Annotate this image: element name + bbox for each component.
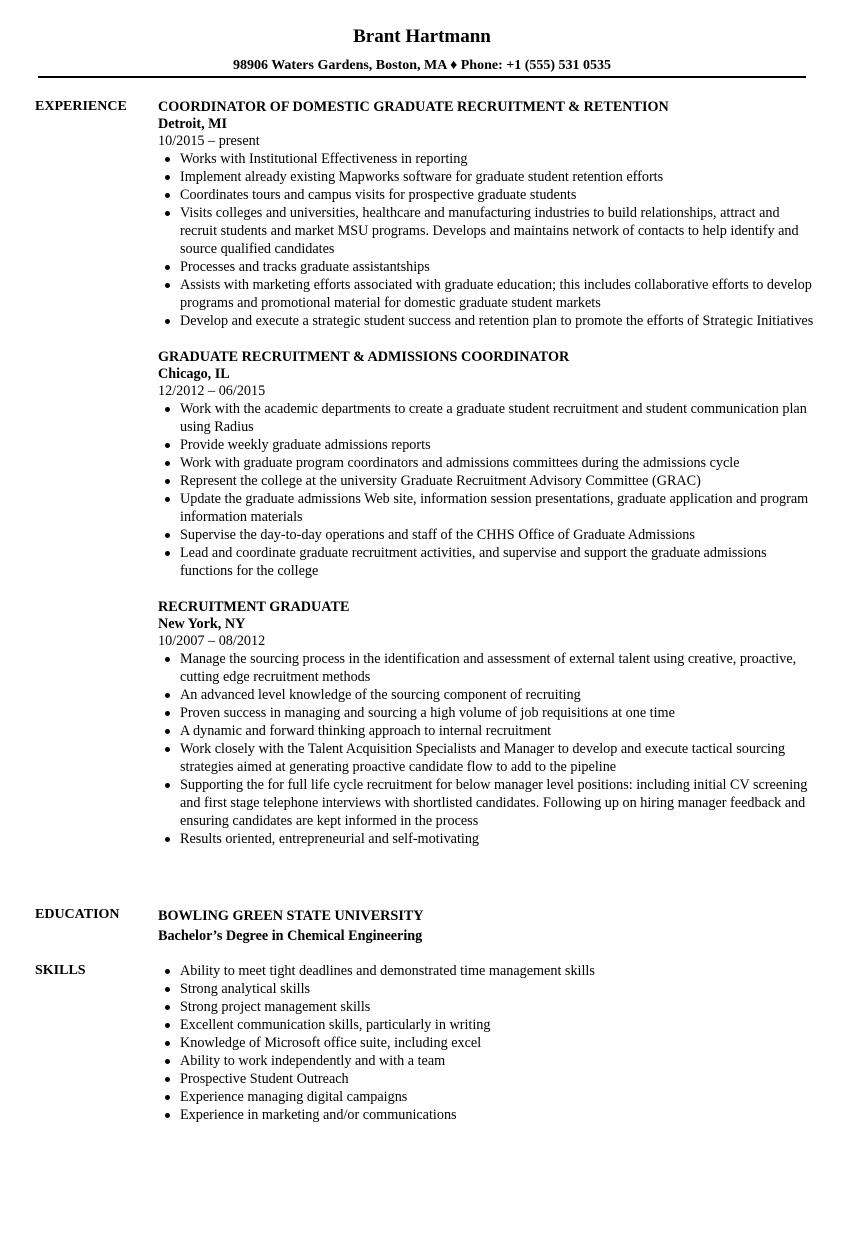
skill-item: Strong project management skills: [180, 998, 818, 1016]
education-body: [158, 906, 818, 946]
skill-item: Prospective Student Outreach: [180, 1070, 818, 1088]
job-title: GRADUATE RECRUITMENT & ADMISSIONS COORDINATOR: [158, 349, 570, 365]
skills-list: [158, 962, 818, 1124]
bullet-item: Lead and coordinate graduate recruitment activities, and supervise and support the graduate admissions functions for the college: [180, 544, 818, 580]
bullet-item: Work closely with the Talent Acquisition Specialists and Manager to develop and execute tactical sourcing strategies aimed at generating proactive candidate flow to add to the pipeline: [180, 740, 818, 776]
skill-item: Ability to work independently and with a team: [180, 1052, 818, 1070]
resume-header: [38, 26, 806, 74]
bullet-item: Update the graduate admissions Web site, information session presentations, graduate application and program information materials: [180, 490, 818, 526]
section-label-experience: EXPERIENCE: [35, 99, 127, 114]
bullet-item: Represent the college at the university Graduate Recruitment Advisory Committee (GRAC): [180, 472, 818, 490]
job-dates: 12/2012 – 06/2015: [158, 383, 266, 399]
job-bullets: [158, 150, 818, 330]
bullet-item: Work with the academic departments to create a graduate student recruitment and student communication plan using Radius: [180, 400, 818, 436]
job-title: COORDINATOR OF DOMESTIC GRADUATE RECRUITMENT & RETENTION: [158, 99, 669, 115]
bullet-item: Develop and execute a strategic student success and retention plan to promote the efforts of Strategic Initiatives: [180, 312, 818, 330]
job-dates: 10/2015 – present: [158, 133, 260, 149]
bullet-item: Manage the sourcing process in the identification and assessment of external talent using creative, proactive, cutting edge recruitment methods: [180, 650, 818, 686]
bullet-item: Supervise the day-to-day operations and staff of the CHHS Office of Graduate Admissions: [180, 526, 818, 544]
section-label-education: EDUCATION: [35, 907, 120, 922]
job-location: New York, NY: [158, 616, 246, 632]
bullet-item: Provide weekly graduate admissions reports: [180, 436, 818, 454]
skill-item: Knowledge of Microsoft office suite, including excel: [180, 1034, 818, 1052]
bullet-item: Processes and tracks graduate assistantships: [180, 258, 818, 276]
job-entry: [158, 598, 818, 848]
bullet-item: A dynamic and forward thinking approach to internal recruitment: [180, 722, 818, 740]
bullet-item: Implement already existing Mapworks software for graduate student retention efforts: [180, 168, 818, 186]
bullet-item: Proven success in managing and sourcing a high volume of job requisitions at one time: [180, 704, 818, 722]
skill-item: Ability to meet tight deadlines and demonstrated time management skills: [180, 962, 818, 980]
skill-item: Strong analytical skills: [180, 980, 818, 998]
job-dates: 10/2007 – 08/2012: [158, 633, 266, 649]
skill-item: Excellent communication skills, particularly in writing: [180, 1016, 818, 1034]
bullet-item: Results oriented, entrepreneurial and self-motivating: [180, 830, 818, 848]
bullet-item: Coordinates tours and campus visits for prospective graduate students: [180, 186, 818, 204]
section-label-skills: SKILLS: [35, 963, 86, 978]
skills-body: [158, 962, 818, 1124]
bullet-item: Assists with marketing efforts associated with graduate education; this includes collaborative efforts to develop programs and promotional material for domestic graduate student markets: [180, 276, 818, 312]
bullet-item: Visits colleges and universities, healthcare and manufacturing industries to build relationships, attract and recruit students and market MSU programs. Develops and maintains network of contacts to help identify and source qualified candidates: [180, 204, 818, 258]
job-entry: [158, 348, 818, 580]
bullet-item: Works with Institutional Effectiveness in reporting: [180, 150, 818, 168]
experience-body: [158, 98, 818, 866]
skill-item: Experience managing digital campaigns: [180, 1088, 818, 1106]
job-bullets: [158, 650, 818, 848]
bullet-item: Work with graduate program coordinators and admissions committees during the admissions cycle: [180, 454, 818, 472]
bullet-item: An advanced level knowledge of the sourcing component of recruiting: [180, 686, 818, 704]
school-name: BOWLING GREEN STATE UNIVERSITY: [158, 908, 424, 924]
degree-name: Bachelor’s Degree in Chemical Engineering: [158, 928, 423, 944]
job-entry: [158, 98, 818, 330]
header-divider: [38, 76, 806, 78]
skill-item: Experience in marketing and/or communications: [180, 1106, 818, 1124]
job-location: Chicago, IL: [158, 366, 230, 382]
job-bullets: [158, 400, 818, 580]
job-title: RECRUITMENT GRADUATE: [158, 599, 350, 615]
bullet-item: Supporting the for full life cycle recruitment for below manager level positions: including initial CV screening and first stage telephone interviews with shortlisted candidates. Following up on hiring manager feedback and ensuring candidates are kept informed in the process: [180, 776, 818, 830]
candidate-name: Brant Hartmann: [353, 26, 491, 47]
job-location: Detroit, MI: [158, 116, 228, 132]
contact-line: 98906 Waters Gardens, Boston, MA ♦ Phone: +1 (555) 531 0535: [232, 58, 612, 73]
